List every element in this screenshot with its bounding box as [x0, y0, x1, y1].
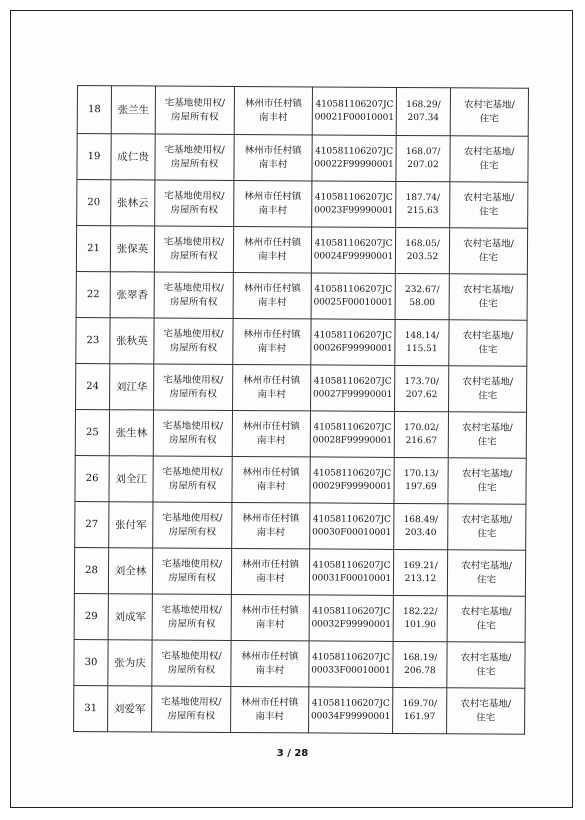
right-type-cell: [152, 548, 231, 594]
cell-line: 住宅: [478, 343, 498, 356]
cell-line: 00029F99990001: [312, 480, 392, 492]
unit-number-cell: [310, 411, 394, 458]
area-cell: [396, 135, 450, 181]
location-cell: [232, 456, 310, 502]
area-cell: [394, 411, 448, 457]
cell-line: 207.34: [407, 112, 440, 123]
unit-number-cell: [311, 227, 395, 274]
right-type-cell: [155, 180, 234, 226]
usage-cell: [448, 458, 526, 504]
cell-line: 南丰村: [259, 111, 288, 123]
cell-line: 00033F00010001: [311, 664, 391, 676]
location-cell: [233, 272, 311, 318]
right-type-cell: [153, 410, 232, 456]
unit-number-cell: [309, 687, 393, 734]
unit-number-cell: [309, 549, 393, 596]
row-number-cell: 22: [76, 271, 110, 317]
cell-line: 187.74/: [405, 192, 441, 203]
usage-cell: [449, 320, 527, 366]
location-cell: [231, 640, 309, 686]
cell-line: 房屋所有权: [169, 342, 218, 354]
location-cell: [233, 364, 311, 410]
cell-line: 房屋所有权: [169, 434, 217, 446]
cell-line: 410581106207JC: [312, 513, 391, 525]
right-type-cell: [152, 594, 231, 640]
cell-line: 住宅: [479, 159, 499, 172]
usage-cell: [447, 596, 525, 642]
cell-line: 宅基地使用权/: [164, 97, 226, 109]
cell-line: 林州市任村镇: [243, 236, 302, 248]
area-cell: [396, 87, 450, 135]
cell-line: 410581106207JC: [313, 421, 392, 433]
cell-line: 林州市任村镇: [243, 328, 301, 340]
owner-name-cell: 张翠香: [110, 272, 154, 318]
area-cell: [393, 641, 447, 687]
cell-line: 410581106207JC: [315, 98, 394, 110]
cell-line: 住宅: [479, 205, 499, 218]
cell-line: 住宅: [476, 619, 496, 632]
cell-line: 林州市任村镇: [241, 604, 299, 616]
cell-line: 住宅: [476, 711, 496, 724]
registration-table: [73, 85, 529, 735]
area-cell: [396, 181, 450, 227]
right-type-cell: [153, 456, 232, 502]
cell-line: 410581106207JC: [312, 559, 391, 571]
cell-line: 169.70/: [402, 698, 438, 709]
cell-line: 203.40: [404, 527, 437, 538]
cell-line: 农村宅基地/: [461, 559, 512, 572]
area-cell: [395, 365, 449, 411]
cell-line: 南丰村: [258, 204, 288, 216]
cell-line: 林州市任村镇: [241, 650, 299, 662]
area-cell: [393, 595, 447, 641]
cell-line: 农村宅基地/: [462, 421, 513, 434]
cell-line: 197.69: [405, 481, 437, 492]
usage-cell: [450, 136, 528, 182]
cell-line: 410581106207JC: [313, 375, 392, 387]
cell-line: 410581106207JC: [312, 651, 390, 663]
cell-line: 房屋所有权: [170, 158, 219, 170]
location-cell: [233, 318, 311, 364]
cell-line: 南丰村: [256, 480, 286, 492]
right-type-cell: [155, 86, 234, 134]
area-cell: [395, 319, 449, 365]
unit-number-cell: [311, 365, 395, 412]
cell-line: 农村宅基地/: [460, 605, 512, 618]
cell-line: 农村宅基地/: [463, 237, 514, 250]
table-body: [74, 86, 529, 735]
owner-name-cell: 刘全江: [109, 456, 153, 502]
cell-line: 148.14/: [404, 330, 440, 341]
unit-number-cell: [310, 503, 394, 550]
cell-line: 410581106207JC: [313, 467, 392, 479]
unit-number-cell: [311, 319, 395, 366]
cell-line: 住宅: [478, 297, 498, 310]
table-row: [76, 226, 527, 275]
cell-line: 168.05/: [405, 238, 440, 249]
row-number-cell: 18: [77, 86, 111, 134]
page-number: 3 / 28: [276, 748, 309, 759]
cell-line: 00027F99990001: [312, 388, 393, 400]
cell-line: 410581106207JC: [315, 145, 394, 157]
location-cell: [232, 410, 310, 456]
cell-line: 住宅: [478, 389, 498, 402]
location-cell: [231, 686, 309, 732]
row-number-cell: 26: [75, 455, 109, 501]
row-number-cell: 30: [74, 639, 108, 685]
cell-line: 168.29/: [406, 99, 441, 110]
table-row: [74, 639, 525, 688]
table-row: [76, 317, 527, 366]
owner-name-cell: 张保英: [110, 226, 154, 272]
cell-line: 410581106207JC: [314, 283, 393, 295]
cell-line: 宅基地使用权/: [164, 144, 225, 156]
owner-name-cell: 成仁贵: [111, 134, 155, 180]
cell-line: 林州市任村镇: [242, 420, 300, 432]
cell-line: 房屋所有权: [169, 296, 218, 308]
cell-line: 207.62: [405, 389, 438, 400]
owner-name-cell: 张为庆: [108, 640, 152, 686]
cell-line: 住宅: [479, 112, 499, 125]
cell-line: 南丰村: [258, 250, 287, 262]
cell-line: 农村宅基地/: [462, 283, 514, 296]
cell-line: 林州市任村镇: [242, 512, 300, 524]
cell-line: 203.52: [406, 251, 439, 262]
cell-line: 宅基地使用权/: [163, 374, 224, 386]
cell-line: 房屋所有权: [171, 111, 219, 123]
cell-line: 410581106207JC: [314, 329, 392, 341]
right-type-cell: [155, 134, 234, 180]
unit-number-cell: [309, 641, 393, 688]
cell-line: 170.13/: [403, 468, 439, 479]
cell-line: 农村宅基地/: [461, 467, 513, 480]
cell-line: 宅基地使用权/: [163, 282, 224, 294]
cell-line: 宅基地使用权/: [161, 558, 223, 570]
area-cell: [395, 273, 449, 319]
cell-line: 南丰村: [255, 618, 285, 630]
row-number-cell: 19: [77, 134, 111, 180]
cell-line: 南丰村: [257, 388, 286, 400]
cell-line: 房屋所有权: [168, 480, 217, 492]
table-row: [76, 271, 527, 320]
cell-line: 宅基地使用权/: [162, 466, 223, 478]
cell-line: 住宅: [478, 251, 498, 264]
table-row: [77, 86, 528, 137]
row-number-cell: 20: [77, 180, 111, 226]
location-cell: [231, 548, 309, 594]
usage-cell: [447, 642, 525, 688]
cell-line: 170.02/: [404, 422, 439, 433]
table-row: [75, 409, 526, 458]
cell-line: 206.78: [404, 665, 436, 676]
row-number-cell: 29: [74, 593, 108, 639]
cell-line: 南丰村: [257, 342, 287, 354]
owner-name-cell: 张兰生: [111, 86, 155, 134]
cell-line: 101.90: [404, 619, 436, 630]
cell-line: 168.49/: [403, 514, 439, 525]
row-number-cell: 31: [74, 685, 108, 731]
right-type-cell: [154, 364, 233, 410]
cell-line: 住宅: [476, 665, 496, 678]
cell-line: 南丰村: [256, 526, 286, 538]
unit-number-cell: [312, 87, 396, 136]
cell-line: 林州市任村镇: [243, 282, 301, 294]
row-number-cell: 27: [75, 501, 109, 547]
cell-line: 00021F00010001: [314, 111, 394, 123]
cell-line: 农村宅基地/: [463, 145, 515, 158]
cell-line: 213.12: [404, 573, 437, 584]
table-row: [77, 134, 528, 183]
owner-name-cell: 张林云: [111, 180, 155, 226]
usage-cell: [447, 688, 525, 734]
owner-name-cell: 刘江华: [110, 364, 154, 410]
cell-line: 215.63: [406, 205, 439, 216]
table-row: [75, 501, 526, 550]
cell-line: 58.00: [409, 297, 436, 308]
cell-line: 南丰村: [258, 158, 288, 170]
owner-name-cell: 刘成军: [108, 594, 152, 640]
cell-line: 232.67/: [404, 284, 440, 295]
cell-line: 00024F99990001: [313, 250, 394, 262]
cell-line: 00034F99990001: [310, 710, 391, 722]
cell-line: 410581106207JC: [314, 237, 393, 249]
cell-line: 173.70/: [404, 376, 439, 387]
table-row: [75, 455, 526, 504]
cell-line: 宅基地使用权/: [163, 328, 224, 340]
cell-line: 南丰村: [257, 434, 286, 446]
row-number-cell: 24: [76, 363, 110, 409]
cell-line: 115.51: [406, 343, 438, 354]
right-type-cell: [154, 272, 233, 318]
area-cell: [394, 503, 448, 549]
cell-line: 00026F99990001: [313, 342, 393, 354]
cell-line: 宅基地使用权/: [161, 650, 222, 662]
unit-number-cell: [310, 457, 394, 504]
owner-name-cell: 张付军: [109, 502, 153, 548]
owner-name-cell: 刘爱军: [108, 686, 152, 732]
location-cell: [232, 502, 310, 548]
cell-line: 410581106207JC: [311, 697, 390, 709]
cell-line: 农村宅基地/: [463, 191, 515, 204]
right-type-cell: [154, 226, 233, 272]
table-row: [77, 180, 528, 229]
cell-line: 农村宅基地/: [463, 98, 515, 111]
area-cell: [393, 549, 447, 595]
cell-line: 林州市任村镇: [244, 97, 302, 109]
location-cell: [231, 594, 309, 640]
usage-cell: [450, 88, 528, 136]
right-type-cell: [153, 502, 232, 548]
usage-cell: [449, 274, 527, 320]
cell-line: 房屋所有权: [168, 572, 216, 584]
cell-line: 168.19/: [402, 652, 438, 663]
right-type-cell: [154, 318, 233, 364]
cell-line: 00028F99990001: [312, 434, 393, 446]
cell-line: 宅基地使用权/: [161, 696, 222, 708]
unit-number-cell: [309, 595, 393, 642]
cell-line: 农村宅基地/: [460, 651, 512, 664]
cell-line: 410581106207JC: [312, 605, 391, 617]
cell-line: 宅基地使用权/: [164, 190, 225, 202]
cell-line: 南丰村: [256, 572, 285, 584]
cell-line: 房屋所有权: [167, 710, 215, 722]
cell-line: 207.02: [407, 159, 439, 170]
cell-line: 住宅: [477, 481, 497, 494]
cell-line: 农村宅基地/: [462, 329, 514, 342]
cell-line: 00023F99990001: [314, 204, 394, 216]
cell-line: 00032F99990001: [311, 618, 391, 630]
cell-line: 林州市任村镇: [242, 466, 300, 478]
usage-cell: [448, 504, 526, 550]
cell-line: 00022F99990001: [314, 158, 394, 170]
row-number-cell: 25: [75, 409, 109, 455]
usage-cell: [447, 550, 525, 596]
cell-line: 宅基地使用权/: [161, 604, 222, 616]
cell-line: 00030F00010001: [312, 526, 392, 538]
location-cell: [234, 134, 312, 180]
cell-line: 南丰村: [257, 296, 287, 308]
unit-number-cell: [311, 273, 395, 320]
cell-line: 168.07/: [405, 146, 441, 157]
cell-line: 林州市任村镇: [244, 144, 302, 156]
location-cell: [233, 226, 311, 272]
cell-line: 房屋所有权: [169, 388, 217, 400]
cell-line: 房屋所有权: [170, 204, 219, 216]
cell-line: 住宅: [477, 435, 497, 448]
cell-line: 宅基地使用权/: [162, 420, 224, 432]
table-row: [76, 363, 527, 412]
cell-line: 农村宅基地/: [460, 697, 512, 710]
cell-line: 宅基地使用权/: [163, 236, 225, 248]
cell-line: 00031F00010001: [311, 572, 392, 584]
right-type-cell: [152, 686, 231, 732]
location-cell: [234, 86, 312, 134]
usage-cell: [449, 366, 527, 412]
owner-name-cell: 张生林: [109, 410, 153, 456]
right-type-cell: [152, 640, 231, 686]
cell-line: 林州市任村镇: [244, 190, 302, 202]
area-cell: [393, 687, 447, 733]
unit-number-cell: [312, 181, 396, 228]
cell-line: 182.22/: [402, 606, 438, 617]
table-row: [74, 547, 525, 596]
owner-name-cell: 张秋英: [110, 318, 154, 364]
cell-line: 00025F00010001: [313, 296, 393, 308]
cell-line: 农村宅基地/: [461, 513, 513, 526]
unit-number-cell: [312, 135, 396, 182]
cell-line: 住宅: [477, 527, 497, 540]
cell-line: 房屋所有权: [168, 526, 217, 538]
cell-line: 216.67: [405, 435, 438, 446]
table-row: [74, 685, 525, 734]
area-cell: [394, 457, 448, 503]
cell-line: 南丰村: [255, 664, 285, 676]
cell-line: 林州市任村镇: [242, 558, 300, 570]
cell-line: 房屋所有权: [167, 664, 216, 676]
row-number-cell: 28: [74, 547, 108, 593]
table-row: [74, 593, 525, 642]
usage-cell: [448, 412, 526, 458]
cell-line: 161.97: [403, 711, 436, 722]
cell-line: 房屋所有权: [170, 250, 218, 262]
area-cell: [395, 227, 449, 273]
cell-line: 住宅: [476, 573, 497, 586]
row-number-cell: 21: [76, 226, 110, 272]
cell-line: 169.21/: [403, 560, 438, 571]
cell-line: 410581106207JC: [314, 191, 393, 203]
cell-line: 农村宅基地/: [462, 375, 514, 388]
usage-cell: [450, 182, 528, 228]
owner-name-cell: 刘全林: [108, 548, 152, 594]
usage-cell: [449, 228, 527, 274]
cell-line: 宅基地使用权/: [162, 512, 223, 524]
cell-line: 林州市任村镇: [243, 374, 301, 386]
location-cell: [234, 180, 312, 226]
cell-line: 林州市任村镇: [241, 696, 299, 708]
cell-line: 房屋所有权: [167, 618, 216, 630]
cell-line: 南丰村: [255, 710, 284, 722]
row-number-cell: 23: [76, 317, 110, 363]
